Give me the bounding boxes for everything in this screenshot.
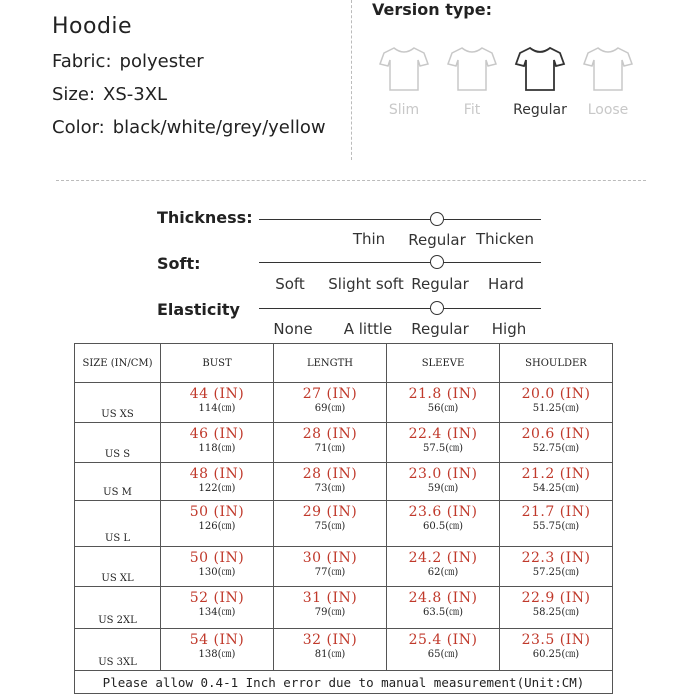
- cm-value: 81(㎝): [314, 649, 346, 660]
- measurement-cell: [500, 463, 613, 501]
- measurement-cell: [161, 587, 274, 629]
- size-line: [52, 84, 326, 105]
- table-row: [75, 587, 613, 629]
- tshirt-icon: [378, 44, 430, 92]
- inch-value: 52 (IN): [189, 590, 245, 606]
- product-info: [52, 14, 326, 150]
- tshirt-icon: [514, 44, 566, 92]
- cm-value: 55.75(㎝): [532, 521, 580, 532]
- inch-value: 46 (IN): [189, 426, 245, 442]
- inch-value: 54 (IN): [189, 632, 245, 648]
- size-cell: US XS: [75, 383, 161, 423]
- version-type-options: [370, 44, 642, 118]
- measurement-cell: [500, 501, 613, 547]
- fabric-label: Fabric:: [52, 51, 112, 72]
- size-cell: US 3XL: [75, 629, 161, 671]
- inch-value: 21.7 (IN): [521, 504, 591, 520]
- inch-value: 27 (IN): [302, 386, 358, 402]
- elasticity-option: Regular: [411, 320, 469, 338]
- color-line: [52, 117, 326, 138]
- tshirt-icon: [582, 44, 634, 92]
- measurement-cell: [274, 547, 387, 587]
- table-header: BUST: [161, 344, 274, 383]
- soft-selected-marker: [430, 255, 444, 269]
- measurement-cell: [161, 501, 274, 547]
- inch-value: 20.6 (IN): [521, 426, 591, 442]
- inch-value: 23.0 (IN): [408, 466, 478, 482]
- size-chart-table: [74, 343, 613, 694]
- inch-value: 23.6 (IN): [408, 504, 478, 520]
- inch-value: 23.5 (IN): [521, 632, 591, 648]
- cm-value: 79(㎝): [314, 607, 346, 618]
- table-row: [75, 629, 613, 671]
- soft-option: Soft: [275, 275, 305, 293]
- color-value: black/white/grey/yellow: [112, 117, 326, 138]
- version-option-loose: [574, 44, 642, 118]
- measurement-cell: [161, 547, 274, 587]
- thickness-option: Thin: [352, 230, 386, 248]
- inch-value: 22.4 (IN): [408, 426, 478, 442]
- cm-value: 59(㎝): [427, 483, 459, 494]
- cm-value: 60.25(㎝): [532, 649, 580, 660]
- version-option-label: Loose: [587, 102, 629, 118]
- version-type-title: Version type:: [372, 0, 492, 19]
- inch-value: 22.9 (IN): [521, 590, 591, 606]
- size-value: XS-3XL: [103, 84, 168, 105]
- thickness-option: Thicken: [476, 230, 534, 248]
- soft-option: Slight soft: [328, 275, 404, 293]
- cm-value: 62(㎝): [427, 567, 459, 578]
- version-option-regular: [506, 44, 574, 118]
- measurement-cell: [274, 423, 387, 463]
- elasticity-scale-line: [259, 308, 541, 309]
- thickness-option: Regular: [408, 231, 466, 249]
- soft-option: Regular: [411, 275, 469, 293]
- thickness-label: Thickness:: [157, 208, 253, 227]
- measurement-cell: [387, 587, 500, 629]
- inch-value: 50 (IN): [189, 550, 245, 566]
- inch-value: 28 (IN): [302, 466, 358, 482]
- cm-value: 60.5(㎝): [422, 521, 464, 532]
- inch-value: 44 (IN): [189, 386, 245, 402]
- measurement-cell: [274, 501, 387, 547]
- measurement-cell: [387, 383, 500, 423]
- color-label: Color:: [52, 117, 105, 138]
- version-option-label: Fit: [463, 102, 481, 118]
- elasticity-label: Elasticity: [157, 300, 240, 319]
- measurement-cell: [387, 547, 500, 587]
- elasticity-option: None: [273, 320, 313, 338]
- thickness-selected-marker: [430, 212, 444, 226]
- cm-value: 69(㎝): [314, 403, 346, 414]
- size-cell: US 2XL: [75, 587, 161, 629]
- fabric-line: [52, 51, 326, 72]
- size-cell: US XL: [75, 547, 161, 587]
- inch-value: 32 (IN): [302, 632, 358, 648]
- measurement-cell: [500, 629, 613, 671]
- cm-value: 138(㎝): [198, 649, 236, 660]
- table-row: [75, 423, 613, 463]
- measurement-cell: [161, 463, 274, 501]
- elasticity-selected-marker: [430, 301, 444, 315]
- size-label: Size:: [52, 84, 96, 105]
- inch-value: 20.0 (IN): [521, 386, 591, 402]
- table-row: [75, 501, 613, 547]
- inch-value: 48 (IN): [189, 466, 245, 482]
- table-header: LENGTH: [274, 344, 387, 383]
- soft-scale-line: [259, 262, 541, 263]
- inch-value: 31 (IN): [302, 590, 358, 606]
- cm-value: 77(㎝): [314, 567, 346, 578]
- table-header-row: [75, 344, 613, 383]
- measurement-cell: [500, 383, 613, 423]
- cm-value: 118(㎝): [198, 443, 236, 454]
- cm-value: 63.5(㎝): [422, 607, 464, 618]
- size-cell: US M: [75, 463, 161, 501]
- measurement-cell: [274, 383, 387, 423]
- elasticity-option: A little: [343, 320, 393, 338]
- horizontal-divider: [56, 180, 646, 181]
- size-cell: US L: [75, 501, 161, 547]
- table-row: [75, 383, 613, 423]
- inch-value: 25.4 (IN): [408, 632, 478, 648]
- tshirt-icon: [446, 44, 498, 92]
- product-title: Hoodie: [52, 14, 133, 39]
- cm-value: 51.25(㎝): [532, 403, 580, 414]
- cm-value: 71(㎝): [314, 443, 346, 454]
- table-header: SLEEVE: [387, 344, 500, 383]
- fabric-value: polyester: [119, 51, 204, 72]
- cm-value: 73(㎝): [314, 483, 346, 494]
- size-chart-body: [75, 383, 613, 694]
- soft-label: Soft:: [157, 254, 201, 273]
- cm-value: 114(㎝): [198, 403, 236, 414]
- version-option-fit: [438, 44, 506, 118]
- cm-value: 57.25(㎝): [532, 567, 580, 578]
- measurement-cell: [274, 629, 387, 671]
- table-header: SHOULDER: [500, 344, 613, 383]
- cm-value: 126(㎝): [198, 521, 236, 532]
- thickness-scale-line: [259, 219, 541, 220]
- measurement-cell: [161, 629, 274, 671]
- vertical-divider: [351, 0, 352, 160]
- measurement-cell: [387, 463, 500, 501]
- version-option-label: Regular: [513, 102, 567, 118]
- measurement-note: Please allow 0.4-1 Inch error due to manual measurement(Unit:CM): [75, 671, 613, 694]
- cm-value: 130(㎝): [198, 567, 236, 578]
- cm-value: 58.25(㎝): [532, 607, 580, 618]
- measurement-cell: [387, 629, 500, 671]
- cm-value: 57.5(㎝): [422, 443, 464, 454]
- cm-value: 54.25(㎝): [532, 483, 580, 494]
- measurement-cell: [500, 587, 613, 629]
- table-row: [75, 463, 613, 501]
- measurement-cell: [387, 423, 500, 463]
- measurement-cell: [161, 423, 274, 463]
- cm-value: 65(㎝): [427, 649, 459, 660]
- table-header: SIZE (IN/CM): [75, 344, 161, 383]
- inch-value: 21.2 (IN): [521, 466, 591, 482]
- measurement-cell: [161, 383, 274, 423]
- inch-value: 21.8 (IN): [408, 386, 478, 402]
- measurement-cell: [500, 547, 613, 587]
- version-option-slim: [370, 44, 438, 118]
- soft-option: Hard: [488, 275, 524, 293]
- cm-value: 75(㎝): [314, 521, 346, 532]
- table-note-row: [75, 671, 613, 694]
- table-row: [75, 547, 613, 587]
- size-cell: US S: [75, 423, 161, 463]
- cm-value: 134(㎝): [198, 607, 236, 618]
- inch-value: 29 (IN): [302, 504, 358, 520]
- inch-value: 28 (IN): [302, 426, 358, 442]
- version-option-label: Slim: [388, 102, 420, 118]
- cm-value: 122(㎝): [198, 483, 236, 494]
- cm-value: 52.75(㎝): [532, 443, 580, 454]
- cm-value: 56(㎝): [427, 403, 459, 414]
- measurement-cell: [274, 587, 387, 629]
- measurement-cell: [500, 423, 613, 463]
- inch-value: 30 (IN): [302, 550, 358, 566]
- inch-value: 50 (IN): [189, 504, 245, 520]
- inch-value: 24.2 (IN): [408, 550, 478, 566]
- measurement-cell: [387, 501, 500, 547]
- inch-value: 24.8 (IN): [408, 590, 478, 606]
- elasticity-option: High: [491, 320, 527, 338]
- inch-value: 22.3 (IN): [521, 550, 591, 566]
- measurement-cell: [274, 463, 387, 501]
